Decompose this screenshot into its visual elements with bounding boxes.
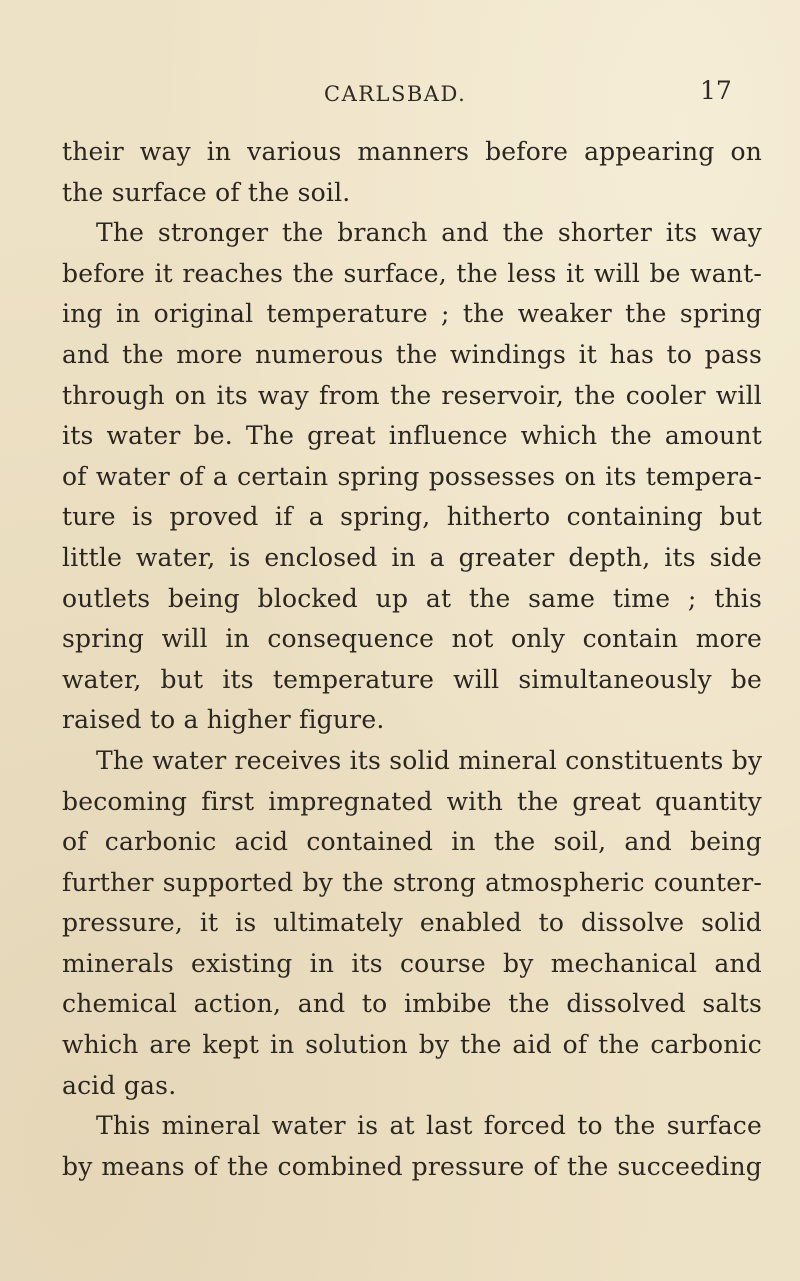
text-line: the surface of the soil. (62, 177, 351, 207)
page-number: 17 (700, 76, 732, 105)
text-line: ing in original temperature ; the weaker the spring (62, 299, 762, 329)
text-line: pressure, it is ultimately enabled to dissolve solid (62, 908, 762, 938)
text-line: The water receives its solid mineral constituents by (96, 745, 763, 775)
text-line: and the more numerous the windings it has to pass (62, 339, 762, 369)
text-line: minerals existing in its course by mechanical and (62, 948, 762, 978)
text-line: becoming first impregnated with the great quantity (62, 786, 762, 816)
text-line: The stronger the branch and the shorter its way (96, 218, 762, 248)
text-line: further supported by the strong atmospheric counter- (62, 867, 762, 897)
text-line: of carbonic acid contained in the soil, and being (62, 827, 762, 857)
running-title: CARLSBAD. (324, 82, 467, 106)
text-line: of water of a certain spring possesses on its tempera- (62, 461, 762, 491)
text-line: outlets being blocked up at the same time ; this (62, 583, 762, 613)
text-line: water, but its temperature will simultaneously be (62, 664, 762, 694)
text-line: by means of the combined pressure of the succeeding (62, 1151, 762, 1181)
text-line: acid gas. (62, 1070, 177, 1100)
body-text (62, 132, 762, 1187)
running-head (0, 72, 800, 112)
text-line: which are kept in solution by the aid of the carbonic (62, 1030, 762, 1060)
text-line: before it reaches the surface, the less it will be want- (62, 258, 762, 288)
text-line: raised to a higher figure. (62, 705, 385, 735)
text-line: through on its way from the reservoir, the cooler will (62, 380, 762, 410)
text-line: its water be. The great influence which the amount (62, 421, 762, 451)
text-line: spring will in consequence not only contain more (62, 624, 762, 654)
text-line: This mineral water is at last forced to the surface (96, 1111, 762, 1141)
text-line: ture is proved if a spring, hitherto containing but (62, 502, 762, 532)
text-line: their way in various manners before appearing on (62, 137, 762, 166)
text-line: chemical action, and to imbibe the dissolved salts (62, 989, 762, 1019)
text-line: little water, is enclosed in a greater depth, its side (62, 542, 762, 572)
